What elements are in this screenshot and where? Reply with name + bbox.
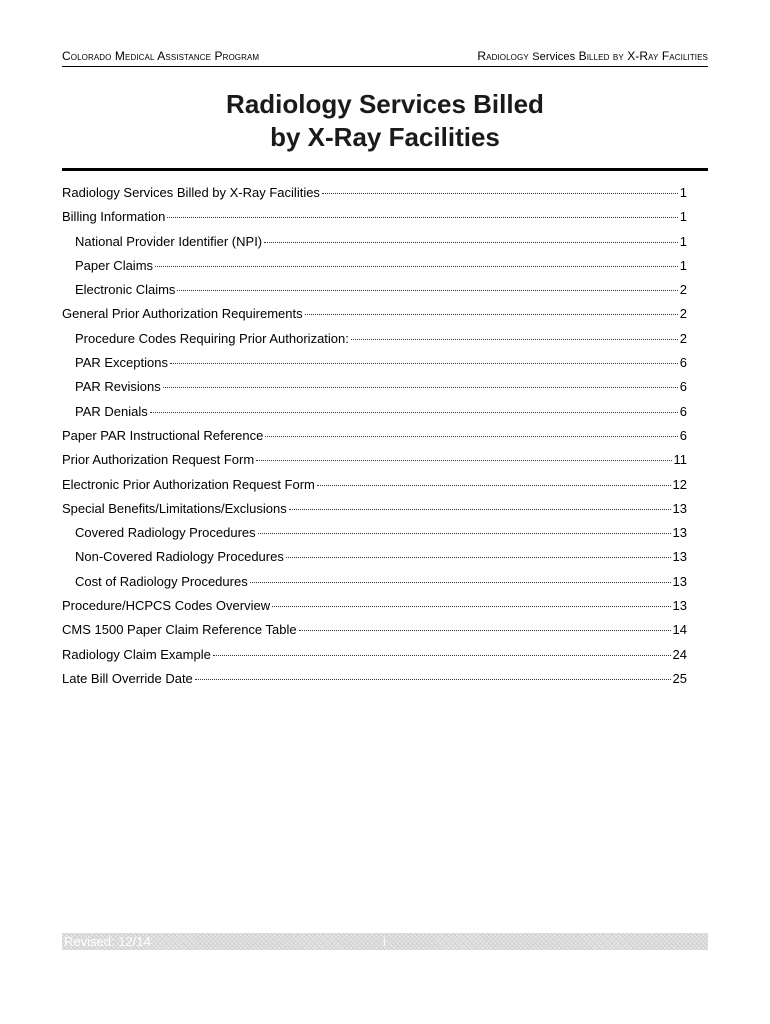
toc-entry-page[interactable]: 11 <box>673 452 687 468</box>
toc-entry-title[interactable]: Covered Radiology Procedures <box>75 525 256 541</box>
toc-entry-page[interactable]: 1 <box>679 209 687 225</box>
toc-entry-title[interactable]: Billing Information <box>62 209 166 225</box>
toc-entry-page[interactable]: 1 <box>679 185 687 200</box>
toc-dot-leader <box>322 182 678 194</box>
toc-entry-title[interactable]: Radiology Claim Example <box>62 646 211 662</box>
toc-entry[interactable] <box>62 181 687 205</box>
toc-entry-title[interactable]: PAR Exceptions <box>75 355 168 371</box>
toc-entry[interactable] <box>62 424 687 448</box>
toc-entry[interactable] <box>62 667 687 691</box>
toc-dot-leader <box>250 571 671 583</box>
page-number: i <box>383 934 386 949</box>
toc-dot-leader <box>305 304 678 316</box>
toc-entry-page[interactable]: 2 <box>679 306 687 322</box>
toc-entry-title[interactable]: Cost of Radiology Procedures <box>75 573 248 589</box>
toc-entry[interactable] <box>62 230 687 254</box>
toc-entry-title[interactable]: Radiology Services Billed by X-Ray Facilities <box>62 185 320 200</box>
toc-entry[interactable] <box>62 473 687 497</box>
running-header <box>62 49 708 67</box>
toc-entry[interactable] <box>62 327 687 351</box>
toc-entry[interactable] <box>62 400 687 424</box>
toc-entry-page[interactable]: 13 <box>672 573 687 589</box>
toc-entry-title[interactable]: Procedure/HCPCS Codes Overview <box>62 598 271 614</box>
toc-entry[interactable] <box>62 448 687 472</box>
toc-entry[interactable] <box>62 278 687 302</box>
toc-dot-leader <box>299 620 671 632</box>
toc-entry-page[interactable]: 13 <box>672 525 687 541</box>
toc-dot-leader <box>265 425 677 437</box>
toc-entry-title[interactable]: Paper Claims <box>75 257 154 273</box>
toc-entry-page[interactable]: 13 <box>672 598 687 614</box>
table-of-contents <box>62 181 687 691</box>
toc-dot-leader <box>351 328 678 340</box>
toc-entry-page[interactable]: 14 <box>672 622 687 638</box>
toc-dot-leader <box>167 207 677 219</box>
toc-entry[interactable] <box>62 643 687 667</box>
toc-entry-title[interactable]: PAR Denials <box>75 403 148 419</box>
toc-dot-leader <box>264 231 678 243</box>
toc-entry-page[interactable]: 24 <box>672 646 687 662</box>
toc-dot-leader <box>317 474 671 486</box>
title-rule <box>62 168 708 171</box>
toc-dot-leader <box>170 352 678 364</box>
toc-entry-title[interactable]: Special Benefits/Limitations/Exclusions <box>62 500 287 516</box>
toc-dot-leader <box>256 450 671 462</box>
toc-entry[interactable] <box>62 205 687 229</box>
toc-entry-page[interactable]: 13 <box>672 500 687 516</box>
toc-dot-leader <box>177 280 677 292</box>
header-program-name: Colorado Medical Assistance Program <box>62 49 260 63</box>
toc-entry[interactable] <box>62 351 687 375</box>
toc-entry[interactable] <box>62 570 687 594</box>
toc-entry-page[interactable]: 6 <box>679 403 687 419</box>
toc-entry[interactable] <box>62 302 687 326</box>
toc-entry-title[interactable]: Electronic Claims <box>75 282 176 298</box>
toc-entry[interactable] <box>62 618 687 642</box>
toc-entry-page[interactable]: 6 <box>679 379 687 395</box>
toc-entry-page[interactable]: 2 <box>679 282 687 298</box>
toc-entry-title[interactable]: Procedure Codes Requiring Prior Authorization: <box>75 330 349 346</box>
toc-entry-page[interactable]: 1 <box>679 257 687 273</box>
toc-entry[interactable] <box>62 254 687 278</box>
toc-entry[interactable] <box>62 545 687 569</box>
toc-dot-leader <box>195 668 671 680</box>
toc-entry-title[interactable]: Electronic Prior Authorization Request Form <box>62 476 315 492</box>
toc-entry-page[interactable]: 25 <box>672 670 687 686</box>
toc-entry-page[interactable]: 6 <box>679 427 687 443</box>
toc-entry-page[interactable]: 12 <box>672 476 687 492</box>
toc-dot-leader <box>258 522 671 534</box>
revision-date: Revised: 12/14 <box>64 934 151 949</box>
toc-entry-title[interactable]: National Provider Identifier (NPI) <box>75 233 263 249</box>
toc-entry-title[interactable]: PAR Revisions <box>75 379 161 395</box>
toc-dot-leader <box>289 498 671 510</box>
toc-dot-leader <box>213 644 671 656</box>
toc-dot-leader <box>272 595 670 607</box>
toc-entry-title[interactable]: Non-Covered Radiology Procedures <box>75 549 284 565</box>
toc-entry[interactable] <box>62 375 687 399</box>
toc-dot-leader <box>155 255 678 267</box>
toc-entry[interactable] <box>62 497 687 521</box>
toc-entry-page[interactable]: 2 <box>679 330 687 346</box>
toc-entry-title[interactable]: Prior Authorization Request Form <box>62 452 255 468</box>
toc-entry-page[interactable]: 13 <box>672 549 687 565</box>
toc-entry[interactable] <box>62 594 687 618</box>
toc-entry-title[interactable]: Paper PAR Instructional Reference <box>62 427 264 443</box>
toc-entry-page[interactable]: 1 <box>679 233 687 249</box>
document-title <box>62 88 708 154</box>
title-line-1: Radiology Services Billed <box>226 89 544 119</box>
toc-dot-leader <box>286 547 671 559</box>
header-section-name: Radiology Services Billed by X-Ray Facilities <box>477 49 708 63</box>
running-footer <box>62 933 708 950</box>
toc-dot-leader <box>150 401 678 413</box>
toc-entry-title[interactable]: General Prior Authorization Requirements <box>62 306 303 322</box>
toc-entry-title[interactable]: Late Bill Override Date <box>62 670 193 686</box>
toc-dot-leader <box>163 377 678 389</box>
toc-entry-page[interactable]: 6 <box>679 355 687 371</box>
toc-entry-title[interactable]: CMS 1500 Paper Claim Reference Table <box>62 622 297 638</box>
title-line-2: by X-Ray Facilities <box>270 122 500 152</box>
toc-entry[interactable] <box>62 521 687 545</box>
